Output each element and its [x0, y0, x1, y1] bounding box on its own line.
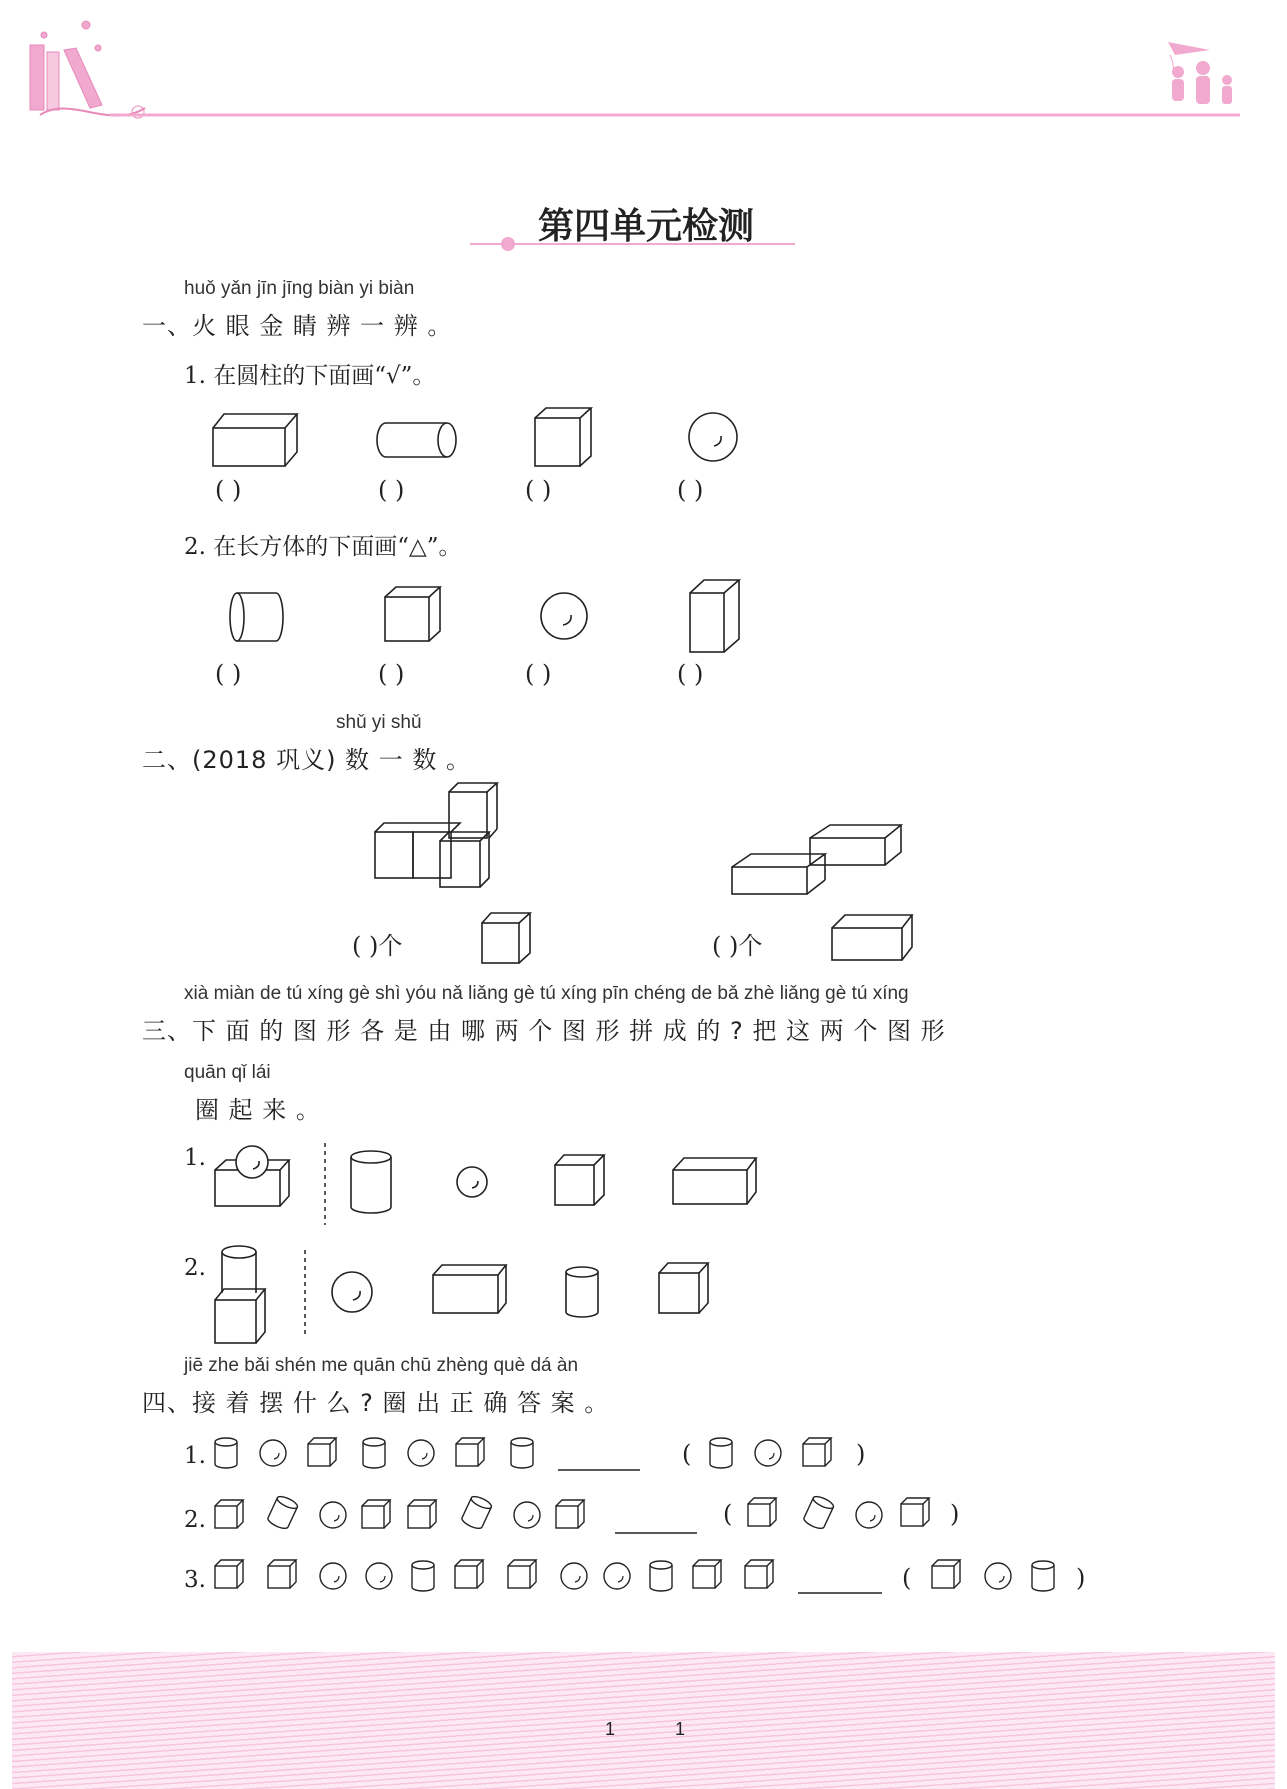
row3-close-paren: ) — [1076, 1564, 1086, 1592]
sequence-row-1 — [215, 1438, 831, 1470]
cylinder-choice — [351, 1151, 391, 1213]
section4-sequences — [0, 1430, 1287, 1610]
cuboid-choice — [673, 1158, 756, 1204]
section3-heading-line1: 三、下 面 的 图 形 各 是 由 哪 两 个 图 形 拼 成 的 ? 把 这 两 个 图 形 — [142, 1017, 946, 1045]
sphere-shape — [541, 593, 587, 639]
cube-shape — [535, 408, 591, 466]
row2-close-paren: ) — [950, 1500, 960, 1528]
page-title: 第四单元检测 — [538, 205, 755, 247]
row2-open-paren: ( — [723, 1500, 733, 1528]
section3-item2-label: 2. — [184, 1255, 206, 1281]
q1-blank-4[interactable]: ( ) — [677, 476, 704, 504]
section3-figures — [0, 1125, 800, 1345]
cube-shape — [385, 587, 440, 641]
q1-blank-1[interactable]: ( ) — [215, 476, 242, 504]
cylinder-on-cube-figure — [215, 1246, 265, 1343]
cube-choice — [555, 1155, 604, 1205]
section2-answer-right[interactable]: ( )个 — [712, 932, 763, 960]
section2-pinyin: shǔ yi shǔ — [336, 712, 422, 733]
section4-item1-label: 1. — [184, 1443, 206, 1469]
section4-item3-label: 3. — [184, 1567, 206, 1593]
section2-answer-left[interactable]: ( )个 — [352, 932, 403, 960]
section2-heading: 二、(2018 巩义) 数 一 数 。 — [142, 746, 471, 774]
section4-pinyin: jiē zhe bǎi shén me quān chū zhèng què dá àn — [184, 1355, 579, 1376]
cuboid-unit-icon — [832, 915, 912, 960]
cuboid-choice — [433, 1265, 506, 1313]
cylinder-shape — [230, 593, 283, 641]
cuboid-shape — [213, 414, 297, 466]
stacked-cuboids-figure — [732, 825, 901, 894]
row3-open-paren: ( — [902, 1564, 912, 1592]
title-underline — [470, 243, 795, 246]
cube-unit-icon — [482, 913, 530, 963]
section3-pinyin-line2: quān qǐ lái — [184, 1062, 271, 1083]
stacked-cubes-figure — [375, 783, 497, 887]
q2-blank-4[interactable]: ( ) — [677, 660, 704, 688]
section4-item2-label: 2. — [184, 1507, 206, 1533]
cylinder-choice — [566, 1267, 598, 1317]
section2-figures — [0, 780, 1000, 970]
section4-heading: 四、接 着 摆 什 么 ? 圈 出 正 确 答 案 。 — [142, 1389, 610, 1417]
header-decoration — [0, 0, 1287, 130]
sphere-choice — [332, 1272, 372, 1312]
q2-blank-3[interactable]: ( ) — [525, 660, 552, 688]
cube-choice — [659, 1263, 708, 1313]
q2-blank-2[interactable]: ( ) — [378, 660, 405, 688]
section3-heading-line2: 圈 起 来 。 — [195, 1096, 321, 1124]
section1-pinyin: huǒ yǎn jīn jīng biàn yi biàn — [184, 278, 415, 299]
page-number: 1 1 — [605, 1719, 686, 1739]
q1-blank-3[interactable]: ( ) — [525, 476, 552, 504]
q1-blank-2[interactable]: ( ) — [378, 476, 405, 504]
sequence-row-3 — [215, 1560, 1054, 1593]
section1-heading: 一、火 眼 金 睛 辨 一 辨 。 — [142, 312, 453, 340]
row1-open-paren: ( — [682, 1440, 692, 1468]
row1-close-paren: ) — [856, 1440, 866, 1468]
section3-item1-label: 1. — [184, 1145, 206, 1171]
cylinder-shape — [377, 423, 456, 457]
sphere-on-cuboid-figure — [215, 1146, 289, 1206]
section1-question2: 2. 在长方体的下面画“△”。 — [184, 534, 462, 560]
sphere-shape — [689, 413, 737, 461]
children-silhouette-icon — [1168, 42, 1232, 104]
section1-q2-shapes — [0, 575, 800, 655]
section1-question1: 1. 在圆柱的下面画“√”。 — [184, 363, 436, 389]
cuboid-shape — [690, 580, 739, 652]
section1-q1-shapes — [0, 400, 800, 470]
section3-pinyin-line1: xià miàn de tú xíng gè shì yóu nǎ liǎng gè tú xíng pīn chéng de bǎ zhè liǎng gè tú xíng — [184, 983, 909, 1004]
sequence-row-2 — [215, 1494, 929, 1533]
q2-blank-1[interactable]: ( ) — [215, 660, 242, 688]
sphere-choice — [457, 1167, 487, 1197]
books-logo-icon — [30, 21, 145, 118]
